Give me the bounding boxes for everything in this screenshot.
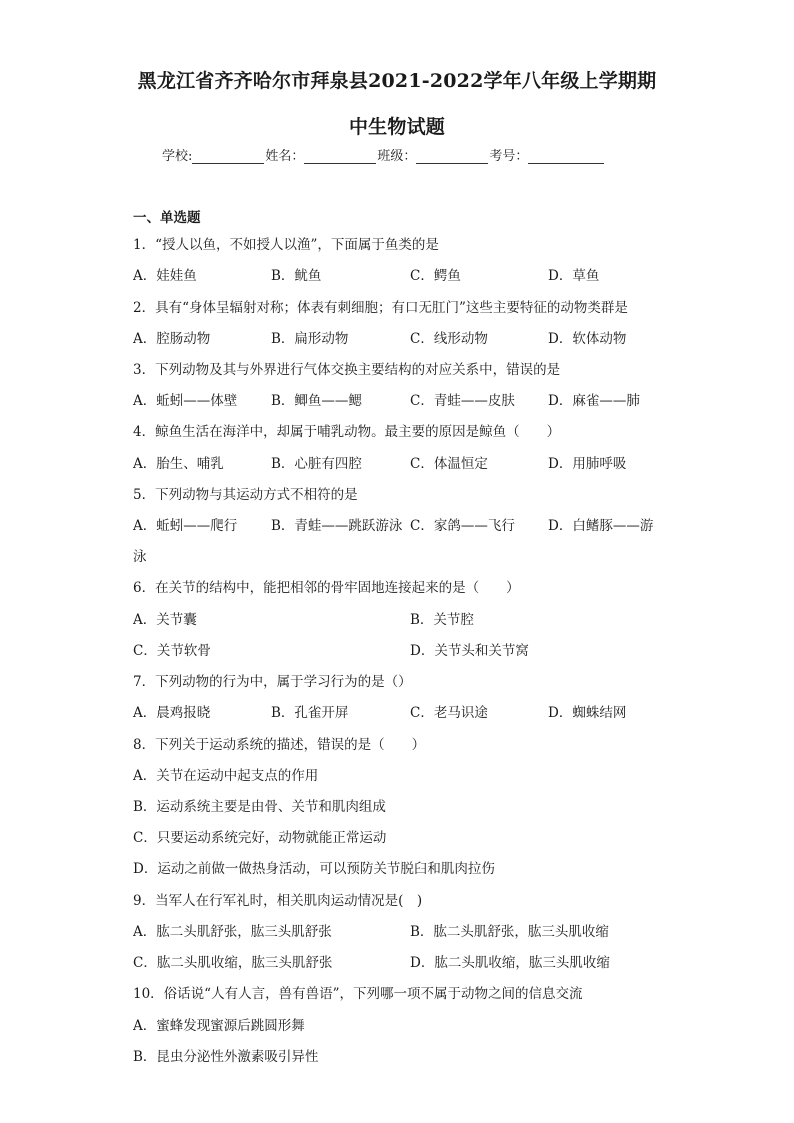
option-a: A．晨鸡报晓 bbox=[133, 705, 211, 721]
option-c: C．肱二头肌收缩，肱三头肌舒张 bbox=[133, 955, 333, 971]
question-5-option-d-wrap: 泳 bbox=[133, 549, 147, 565]
option-b: B．扁形动物 bbox=[271, 331, 349, 347]
option-a: A．关节在运动中起支点的作用 bbox=[133, 768, 319, 784]
document-title-line1: 黑龙江省齐齐哈尔市拜泉县2021-2022学年八年级上学期期 bbox=[137, 70, 657, 92]
option-b: B．青蛙——跳跃游泳 bbox=[271, 518, 403, 534]
name-label: 姓名： bbox=[265, 149, 305, 164]
option-d: D．软体动物 bbox=[548, 331, 627, 347]
option-a: A．蜜蜂发现蜜源后跳圆形舞 bbox=[133, 1018, 305, 1034]
school-blank[interactable] bbox=[192, 149, 264, 164]
option-c: C．家鸽——飞行 bbox=[410, 518, 515, 534]
name-blank[interactable] bbox=[304, 149, 376, 164]
option-c: C．青蛙——皮肤 bbox=[410, 393, 515, 409]
option-b: B．昆虫分泌性外激素吸引异性 bbox=[133, 1049, 319, 1065]
option-d: D．用肺呼吸 bbox=[548, 456, 627, 472]
document-title-line2: 中生物试题 bbox=[348, 116, 445, 138]
question-6-stem: 6．在关节的结构中，能把相邻的骨牢固地连接起来的是（ ） bbox=[133, 580, 520, 596]
section-heading: 一、单选题 bbox=[133, 210, 201, 226]
student-info-line bbox=[162, 145, 605, 164]
option-c: C．老马识途 bbox=[410, 705, 488, 721]
option-b: B．关节腔 bbox=[410, 612, 474, 628]
option-a: A．蚯蚓——爬行 bbox=[133, 518, 238, 534]
option-d: D．白鳍豚——游 bbox=[548, 518, 654, 534]
question-5-stem: 5．下列动物与其运动方式不相符的是 bbox=[133, 487, 358, 503]
class-label: 班级： bbox=[377, 149, 417, 164]
option-c: C．线形动物 bbox=[410, 331, 488, 347]
question-9-stem: 9．当军人在行军礼时，相关肌肉运动情况是( ) bbox=[133, 893, 423, 909]
question-8-stem: 8．下列关于运动系统的描述，错误的是（ ） bbox=[133, 737, 426, 753]
option-d: D．草鱼 bbox=[548, 268, 600, 284]
option-b: B．肱二头肌舒张，肱三头肌收缩 bbox=[410, 924, 609, 940]
option-d: D．蜘蛛结网 bbox=[548, 705, 627, 721]
option-a: A．肱二头肌舒张，肱三头肌舒张 bbox=[133, 924, 332, 940]
school-label: 学校: bbox=[162, 149, 193, 164]
option-c: C．关节软骨 bbox=[133, 643, 211, 659]
number-label: 考号： bbox=[489, 149, 529, 164]
question-10-stem: 10．俗话说“人有人言，兽有兽语”，下列哪一项不属于动物之间的信息交流 bbox=[133, 986, 583, 1002]
option-c: C．体温恒定 bbox=[410, 456, 488, 472]
number-blank[interactable] bbox=[528, 149, 604, 164]
class-blank[interactable] bbox=[416, 149, 488, 164]
question-2-stem: 2．具有“身体呈辐射对称；体表有刺细胞；有口无肛门”这些主要特征的动物类群是 bbox=[133, 300, 628, 316]
question-4-stem: 4．鲸鱼生活在海洋中，却属于哺乳动物。最主要的原因是鲸鱼（ ） bbox=[133, 424, 561, 440]
option-d: D．运动之前做一做热身活动，可以预防关节脱臼和肌肉拉伤 bbox=[133, 861, 495, 877]
option-c: C．只要运动系统完好，动物就能正常运动 bbox=[133, 830, 387, 846]
option-a: A．蚯蚓——体壁 bbox=[133, 393, 238, 409]
question-3-stem: 3．下列动物及其与外界进行气体交换主要结构的对应关系中，错误的是 bbox=[133, 362, 561, 378]
question-1-stem: 1．“授人以鱼，不如授人以渔”，下面属于鱼类的是 bbox=[133, 237, 439, 253]
option-b: B．心脏有四腔 bbox=[271, 456, 362, 472]
option-d: D．肱二头肌收缩，肱三头肌收缩 bbox=[410, 955, 610, 971]
option-b: B．运动系统主要是由骨、关节和肌肉组成 bbox=[133, 799, 386, 815]
option-b: B．孔雀开屏 bbox=[271, 705, 349, 721]
option-b: B．鲫鱼——鳃 bbox=[271, 393, 362, 409]
question-7-stem: 7．下列动物的行为中，属于学习行为的是（） bbox=[133, 674, 412, 690]
option-d: D．关节头和关节窝 bbox=[410, 643, 529, 659]
option-a: A．关节囊 bbox=[133, 612, 197, 628]
option-c: C．鳄鱼 bbox=[410, 268, 461, 284]
option-d: D．麻雀——肺 bbox=[548, 393, 640, 409]
option-a: A．腔肠动物 bbox=[133, 331, 211, 347]
option-a: A．娃娃鱼 bbox=[133, 268, 197, 284]
option-b: B．鱿鱼 bbox=[271, 268, 322, 284]
option-a: A．胎生、哺乳 bbox=[133, 456, 224, 472]
